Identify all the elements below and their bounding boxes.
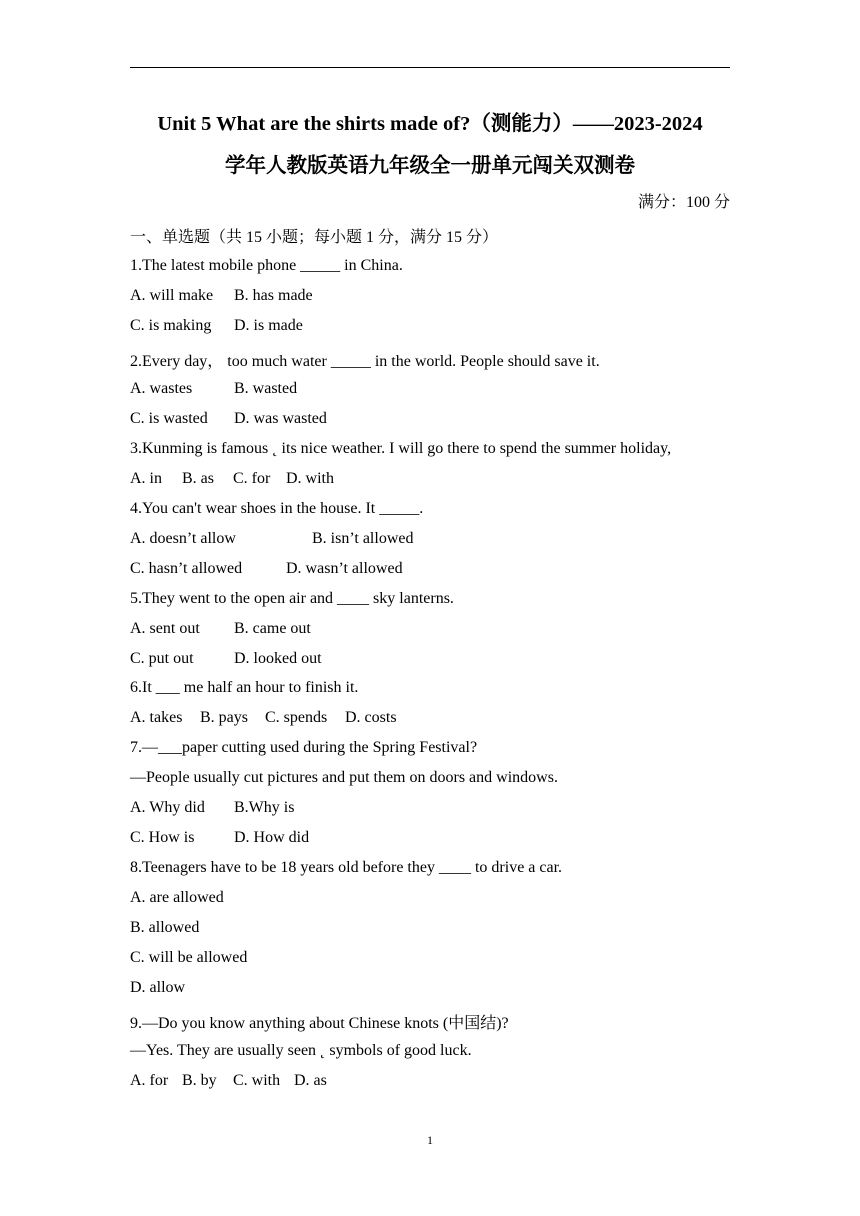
question-7-option-c: C. How is xyxy=(130,829,195,846)
question-4-option-c: C. hasn’t allowed xyxy=(130,560,243,577)
question-6-stem: 6.It ___ me half an hour to finish it. xyxy=(130,679,359,696)
section-heading: 一、单选题（共 15 小题；每小题 1 分，满分 15 分） xyxy=(130,229,499,246)
question-6-option-b: B. pays xyxy=(200,709,248,726)
question-2-options-row-2 xyxy=(130,410,327,428)
question-9-options-row xyxy=(130,1072,327,1090)
question-5-option-d: D. looked out xyxy=(234,650,322,667)
question-2-stem: 2.Every day， too much water _____ in the world. People should save it. xyxy=(130,353,600,370)
question-2-option-c: C. is wasted xyxy=(130,410,208,427)
question-7-option-d: D. How did xyxy=(234,829,310,846)
question-1-option-d: D. is made xyxy=(234,317,303,334)
question-5-options-row-2 xyxy=(130,650,322,668)
question-6-option-a: A. takes xyxy=(130,709,183,726)
question-3-stem: 3.Kunming is famous ˛ its nice weather. I will go there to spend the summer holiday, xyxy=(130,440,672,457)
question-7-stem: 7.—___paper cutting used during the Spring Festival? xyxy=(130,739,478,756)
question-8-option-a: A. are allowed xyxy=(130,889,224,906)
question-8-option-b: B. allowed xyxy=(130,919,200,936)
document-title-line-1: Unit 5 What are the shirts made of?（测能力）——2023-2024 xyxy=(157,113,703,135)
question-9-option-b: B. by xyxy=(182,1072,217,1089)
question-2-option-b: B. wasted xyxy=(234,380,298,397)
question-6-option-d: D. costs xyxy=(345,709,397,726)
question-5-option-b: B. came out xyxy=(234,620,311,637)
question-1-option-a: A. will make xyxy=(130,287,214,304)
question-3-option-a: A. in xyxy=(130,470,162,487)
question-4-option-b: B. isn’t allowed xyxy=(312,530,414,547)
question-8-option-d: D. allow xyxy=(130,979,186,996)
question-1-options-row-1 xyxy=(130,287,313,305)
full-score-label: 满分：100 分 xyxy=(637,194,730,211)
question-6-options-row xyxy=(130,709,397,727)
question-1-options-row-2 xyxy=(130,317,303,335)
question-9-option-d: D. as xyxy=(294,1072,327,1089)
question-7-option-a: A. Why did xyxy=(130,799,205,816)
question-4-options-row-2 xyxy=(130,560,403,578)
question-8-option-c: C. will be allowed xyxy=(130,949,248,966)
question-9-option-c: C. with xyxy=(233,1072,281,1089)
question-4-options-row-1 xyxy=(130,530,413,548)
question-4-option-a: A. doesn’t allow xyxy=(130,530,236,547)
question-4-stem: 4.You can't wear shoes in the house. It _____. xyxy=(130,500,424,517)
question-2-option-a: A. wastes xyxy=(130,380,193,397)
question-7-options-row-2 xyxy=(130,829,309,847)
question-8-stem: 8.Teenagers have to be 18 years old before they ____ to drive a car. xyxy=(130,859,563,876)
question-5-option-a: A. sent out xyxy=(130,620,200,637)
question-5-stem: 5.They went to the open air and ____ sky lanterns. xyxy=(130,590,454,607)
question-3-option-d: D. with xyxy=(286,470,334,487)
question-3-option-c: C. for xyxy=(233,470,271,487)
document-title-line-2: 学年人教版英语九年级全一册单元闯关双测卷 xyxy=(225,155,635,177)
question-9-stem-reply: —Yes. They are usually seen ˛ symbols of good luck. xyxy=(130,1042,472,1059)
question-2-option-d: D. was wasted xyxy=(234,410,327,427)
question-7-option-b: B.Why is xyxy=(234,799,295,816)
question-5-options-row-1 xyxy=(130,620,311,638)
question-3-options-row xyxy=(130,470,334,488)
question-4-option-d: D. wasn’t allowed xyxy=(286,560,403,577)
question-9-option-a: A. for xyxy=(130,1072,169,1089)
question-7-stem-reply: —People usually cut pictures and put them on doors and windows. xyxy=(130,769,558,786)
question-7-options-row-1 xyxy=(130,799,294,817)
header-rule xyxy=(130,67,730,68)
question-1-option-b: B. has made xyxy=(234,287,313,304)
question-1-option-c: C. is making xyxy=(130,317,212,334)
question-2-options-row-1 xyxy=(130,380,297,398)
question-3-option-b: B. as xyxy=(182,470,214,487)
page-number: 1 xyxy=(427,1133,433,1147)
question-5-option-c: C. put out xyxy=(130,650,194,667)
question-9-stem: 9.—Do you know anything about Chinese knots (中国结)? xyxy=(130,1015,509,1032)
question-6-option-c: C. spends xyxy=(265,709,328,726)
question-1-stem: 1.The latest mobile phone _____ in China. xyxy=(130,257,403,274)
